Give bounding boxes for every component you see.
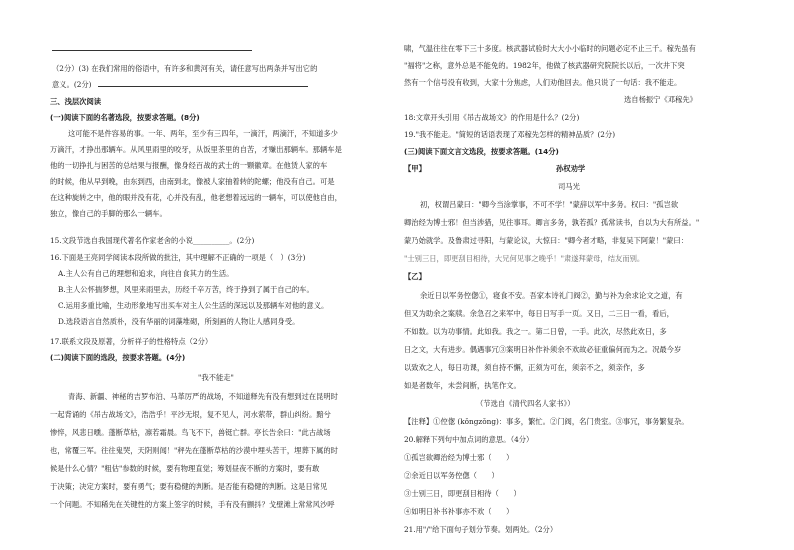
passage-line: 但又为助余之案牍。余急召之来军中，每日日写手一页。又日，二三日一看，看后， bbox=[404, 309, 674, 318]
passage-source: 选自杨振宁《邓稼先》 bbox=[624, 95, 697, 104]
passage-line: 不如数。以为功事情。此如我。我之一。第二日曾，一手。此次，尽然此欢日，多 bbox=[404, 327, 667, 336]
part-heading: (三)阅读下面文言文选段，按要求答题。(14分) bbox=[404, 147, 559, 156]
passage-line: 惨悴，风悲日曛。蓬断草枯，凛若霜晨。鸟飞不下，兽铤亡群。亭长告余曰："此古战场 bbox=[50, 428, 331, 437]
question-18-text: 18:文章开头引用《吊古战场文》的作用是什么？(2分) bbox=[404, 113, 580, 122]
answer-line bbox=[98, 86, 308, 87]
question-20-item: ④如明日补书补事亦不欢（ ） bbox=[404, 507, 514, 516]
option-a: A.主人公有自己的理想和追求，向往自食其力的生活。 bbox=[58, 269, 234, 278]
passage-line: 初，权谓吕蒙曰："卿今当涂掌事，不可不学！"蒙辞以军中多务。权曰："孤岂欲 bbox=[420, 200, 679, 209]
passage-line: 万滴汗，才挣出那辆车。从风里雨里的咬牙，从饭里茶里的自苦，才赚出那辆车。那辆车是 bbox=[50, 145, 342, 154]
passage-line: 以致欢之人，每日功课，须自持不懈，正须为可在，须亲不之，须亲作，多 bbox=[404, 363, 645, 372]
passage-title: "我不能走" bbox=[198, 373, 234, 382]
part-heading: (一)阅读下面的名著选段，按要求答题。(8分) bbox=[50, 113, 200, 122]
passage-line: 青海、新疆、神秘的吉罗布泊、马革厉严的战场，不知道释先有没有想到过在昆明时 bbox=[68, 392, 338, 401]
question-idiom-text: 意义。(2分) bbox=[52, 80, 92, 89]
passage-line: "士别三日，即更刮目相待，大兄何见事之晚乎！"肃遂拜蒙母，结友而别。 bbox=[404, 254, 645, 263]
passage-line: 余近日以军务倥偬①，寝食不安。吾家本诗礼门阀②，勤与补为余求论文之道，有 bbox=[420, 291, 683, 300]
question-16: 16.下面是王亮同学阅读本段所做的批注，其中理解不正确的一项是（ ）(3分) bbox=[50, 253, 306, 262]
passage-line: 的时候，他从早到晚，由东到西，由南到北，像被人家抽着转的陀螺；他没有自己。可是 bbox=[50, 177, 335, 186]
question-20: 20.解释下列句中加点词的意思。（4分） bbox=[404, 435, 534, 444]
passage-title: 孙权劝学 bbox=[556, 164, 586, 173]
annotation-notes: 【注释】①倥偬 (kǒngzǒng)：事多，繁忙。②门阀，名门贵室。③事冗，事务繁复杂。 bbox=[404, 417, 689, 426]
option-c: C.运用多重比喻，生动形象地写出买车对主人公生活的深远以及那辆车对他的意义。 bbox=[58, 301, 329, 310]
section-marker-yi: 【乙】 bbox=[404, 272, 426, 281]
question-idiom-line-1: （2分）(3) 在我们常用的俗语中，有许多和黄河有关，请任意写出两条并写出它的 bbox=[52, 64, 318, 73]
question-18 bbox=[404, 114, 579, 121]
question-17: 17.联系文段及原著，分析祥子的性格特点（2分） bbox=[50, 337, 213, 346]
passage-line: 他的一切挣扎与困苦的总结果与报酬，像身经百战的武士的一颗徽章。在他赁人家的车 bbox=[50, 161, 328, 170]
passage-line: 如是者数年，未尝间断，执笔作文。 bbox=[404, 381, 521, 390]
part-heading: (二)阅读下面的选段，按要求答题。(4分) bbox=[50, 353, 186, 362]
passage-line: 啸，气温往往在零下三十多度。核武器试验时大大小小临时的问题必定不止三千。稼先虽有 bbox=[404, 44, 696, 53]
passage-line: 候是什么心情？"粗估"参数的时候，要有物理直觉；筹划昼夜不断的方案时，要有敢 bbox=[50, 464, 320, 473]
section-heading: 三、浅层次阅读 bbox=[50, 97, 102, 106]
passage-line: 一个问题。不知稀先在关键性的方案上签字的时候，手有没有颤抖？戈壁滩上常常风沙呼 bbox=[50, 500, 335, 509]
option-d: D.选段语言自然质朴，没有华丽的词藻堆砌，所刻画的人物让人感同身受。 bbox=[58, 317, 300, 326]
section-marker-jia: 【甲】 bbox=[404, 164, 426, 173]
question-20-item: ③士别三日，即更刮目相待（ ） bbox=[404, 489, 521, 498]
passage-author: 司马光 bbox=[558, 182, 580, 191]
passage-line: 日之文，大有进步。偶遇事冗③案明日补作补须余不欢故必征重偏何而为之。况最今岁 bbox=[404, 345, 682, 354]
passage-line: 这可能不是件容易的事。一年、两年，至少有三四年，一滴汗，两滴汗，不知道多少 bbox=[68, 129, 338, 138]
option-b: B.主人公怀揣梦想，风里来雨里去，历经千辛万苦，终于挣到了属于自己的车。 bbox=[58, 285, 314, 294]
question-20-item: ②余近日以军务倥偬（ ） bbox=[404, 471, 499, 480]
question-idiom-line-2 bbox=[52, 81, 308, 88]
passage-line: 卿治经为博士邪！但当涉猎，见往事耳。卿言多务，孰若孤？孤常读书，自以为大有所益。" bbox=[404, 218, 700, 227]
passage-line: 在这种旋转之中，他的眼并没有花，心并没有乱，他老想着远远的一辆车，可以使他自由， bbox=[50, 193, 342, 202]
answer-line bbox=[52, 50, 252, 51]
passage-line: 独立，像自己的手脚的那么一辆车。 bbox=[50, 209, 167, 218]
passage-line: 也，常覆三军。往往鬼哭，天阴则闻！"秤先在蓬断草枯的沙漠中埋头苦干，埋葬下属的时 bbox=[50, 446, 338, 455]
question-20-item: ①孤岂欲卿治经为博士邪（ ） bbox=[404, 453, 514, 462]
passage-line: 蒙乃始就学。及鲁肃过寻阳，与蒙论议，大惊曰："卿今者才略，非复吴下阿蒙！"蒙曰： bbox=[404, 236, 688, 245]
passage-line: 一起背诵的《吊古战场文》，浩浩乎！平沙无垠，复不见人，河水萦带，群山纠纷。黯兮 bbox=[50, 410, 331, 419]
passage-line: 于决策；决定方案时，要有勇气；要有稳健的判断。是否能有稳健的判断。这是日常见 bbox=[50, 482, 328, 491]
passage-line: 然有一个信号没有收到，大家十分焦虑，人们劝他回去。他只说了一句话：我不能走。 bbox=[404, 78, 682, 87]
question-21: 21.用"/"给下面句子划分节奏。划两处。（2分） bbox=[404, 525, 558, 534]
question-19: 19."我不能走。"简短的话语表现了邓稼先怎样的精神品质？(2分) bbox=[404, 130, 616, 139]
question-15: 15.文段节选自我国现代著名作家老舍的小说__________。(2分) bbox=[50, 236, 255, 245]
passage-source: （节选自《清代四名人家书》） bbox=[476, 399, 575, 408]
passage-line: "福将"之称，意外总是不能免的。1982年，他做了核武器研究院院长以后，一次井下突 bbox=[404, 61, 685, 70]
